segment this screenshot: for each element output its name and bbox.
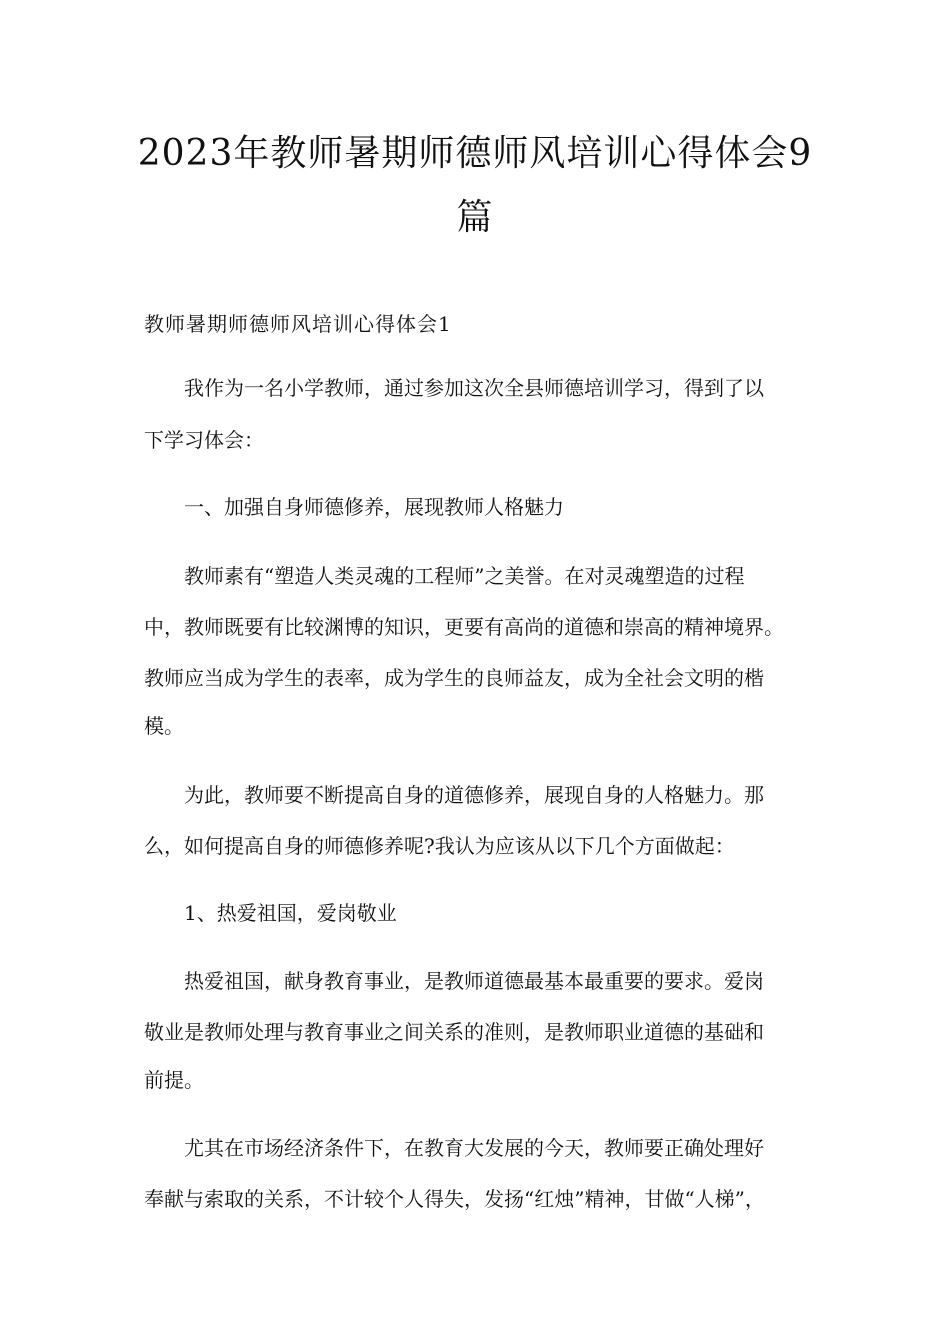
document-title-line-1: 2023年教师暑期师德师风培训心得体会9 [137, 133, 813, 174]
paragraph-1-line-2: 下学习体会： [144, 428, 264, 452]
paragraph-3-line-3: 教师应当成为学生的表率，成为学生的良师益友，成为全社会文明的楷 [144, 666, 764, 690]
paragraph-3-line-2: 中，教师既要有比较渊博的知识，更要有高尚的道德和崇高的精神境界。 [144, 615, 784, 639]
paragraph-4-line-2: 么，如何提高自身的师德修养呢?我认为应该从以下几个方面做起： [144, 834, 735, 858]
paragraph-6-line-3: 前提。 [144, 1068, 204, 1092]
document-title-line-2: 篇 [456, 197, 494, 238]
paragraph-3-line-1: 教师素有“塑造人类灵魂的工程师”之美誉。在对灵魂塑造的过程 [144, 564, 745, 588]
paragraph-1-line-1: 我作为一名小学教师，通过参加这次全县师德培训学习，得到了以 [144, 376, 764, 400]
subheading-one: 一、加强自身师德修养，展现教师人格魅力 [144, 495, 564, 519]
section-heading: 教师暑期师德师风培训心得体会1 [144, 312, 452, 336]
paragraph-3-line-4: 模。 [144, 714, 184, 738]
paragraph-6-line-1: 热爱祖国，献身教育事业，是教师道德最基本最重要的要求。爱岗 [144, 969, 764, 993]
paragraph-4-line-1: 为此，教师要不断提高自身的道德修养，展现自身的人格魅力。那 [144, 783, 764, 807]
paragraph-6-line-2: 敬业是教师处理与教育事业之间关系的准则，是教师职业道德的基础和 [144, 1020, 764, 1044]
paragraph-7-line-1: 尤其在市场经济条件下，在教育大发展的今天，教师要正确处理好 [144, 1136, 764, 1160]
subheading-1: 1、热爱祖国，爱岗敬业 [144, 901, 397, 925]
paragraph-7-line-2: 奉献与索取的关系，不计较个人得失，发扬“红烛”精神，甘做“人梯”， [144, 1187, 765, 1211]
